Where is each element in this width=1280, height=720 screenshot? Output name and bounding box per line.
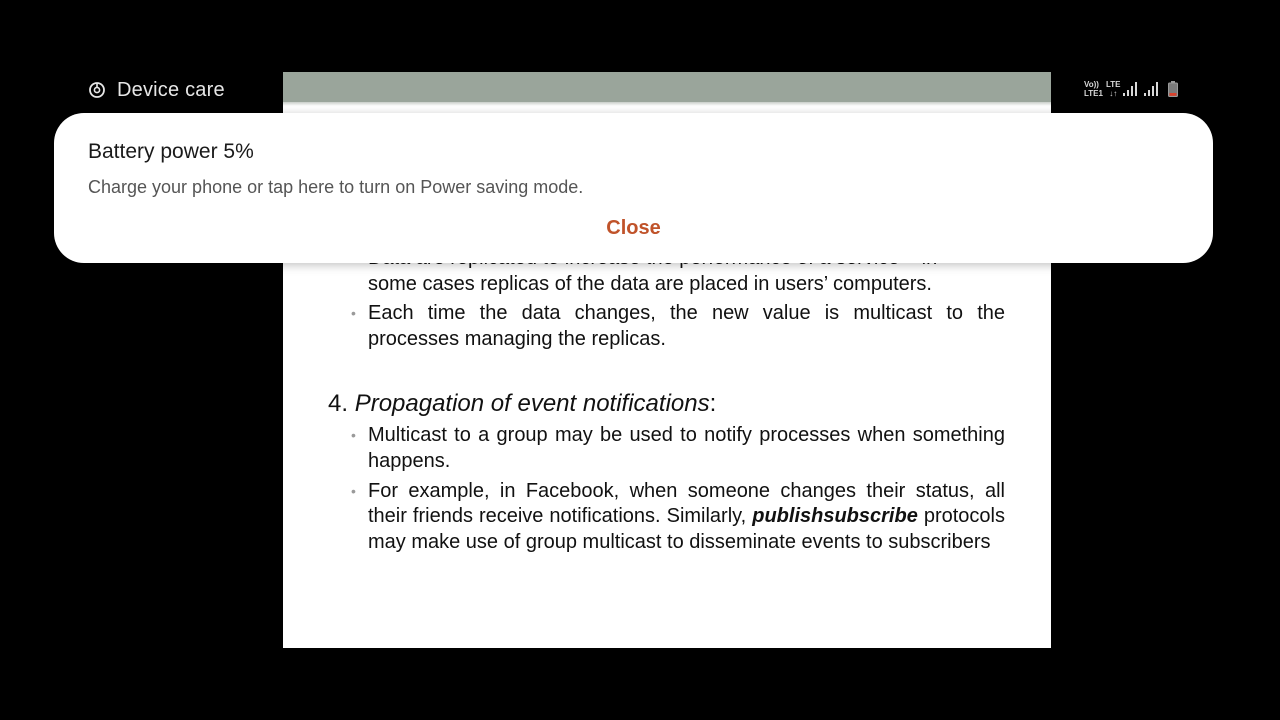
section-4-number: 4.	[328, 390, 355, 418]
partial-bullet-line-2: some cases replicas of the data are placed in users’ computers.	[368, 272, 932, 295]
signal-strength-2-icon	[1144, 82, 1160, 96]
bullet-facebook-part-2: protocols may make use of group multicast to disseminate events to subscribers	[368, 505, 1005, 553]
device-care-label: Device care	[117, 78, 225, 101]
slide-header-band	[283, 72, 1051, 102]
section-4-heading	[328, 389, 1051, 419]
bullet-data-changes	[351, 301, 1005, 352]
lte-indicator	[1106, 80, 1121, 98]
bullet-dot: •	[351, 482, 356, 499]
bullet-dot: •	[351, 305, 356, 322]
slide-header-shadow	[283, 102, 1051, 106]
device-care-icon	[88, 81, 106, 99]
bullet-multicast-notify-text: Multicast to a group may be used to notify processes when something happens.	[368, 424, 1005, 472]
bullet-multicast-notify	[351, 423, 1005, 474]
battery-notification[interactable]	[54, 113, 1213, 263]
section-4-title: Propagation of event notifications	[354, 390, 710, 418]
section-4-colon: :	[709, 390, 717, 418]
close-button[interactable]: Close	[54, 217, 1213, 240]
bullet-data-changes-text: Each time the data changes, the new value is multicast to the processes managing the replicas.	[368, 302, 1005, 350]
signal-strength-icon	[1123, 82, 1139, 96]
notification-title: Battery power 5%	[88, 140, 254, 163]
lte-line-1: LTE	[1105, 80, 1121, 89]
bullet-facebook-part-1: For example, in Facebook, when someone changes their status, all their friends receive notifications. Similarly,	[368, 479, 1005, 528]
slide-content	[283, 246, 1051, 555]
bullet-facebook-example	[351, 479, 1005, 556]
lte-line-2: ↓↑	[1109, 89, 1118, 98]
status-bar-left	[88, 76, 225, 104]
bullet-facebook-emphasis: publishsubscribe	[752, 505, 918, 528]
bullet-dot: •	[351, 427, 356, 444]
volte-line-1: Vo))	[1084, 80, 1099, 89]
volte-line-2: LTE1	[1084, 89, 1103, 98]
battery-low-icon	[1168, 81, 1178, 97]
volte-indicator	[1084, 80, 1103, 98]
status-bar-right	[1084, 78, 1178, 100]
notification-body[interactable]: Charge your phone or tap here to turn on Power saving mode.	[88, 177, 584, 197]
